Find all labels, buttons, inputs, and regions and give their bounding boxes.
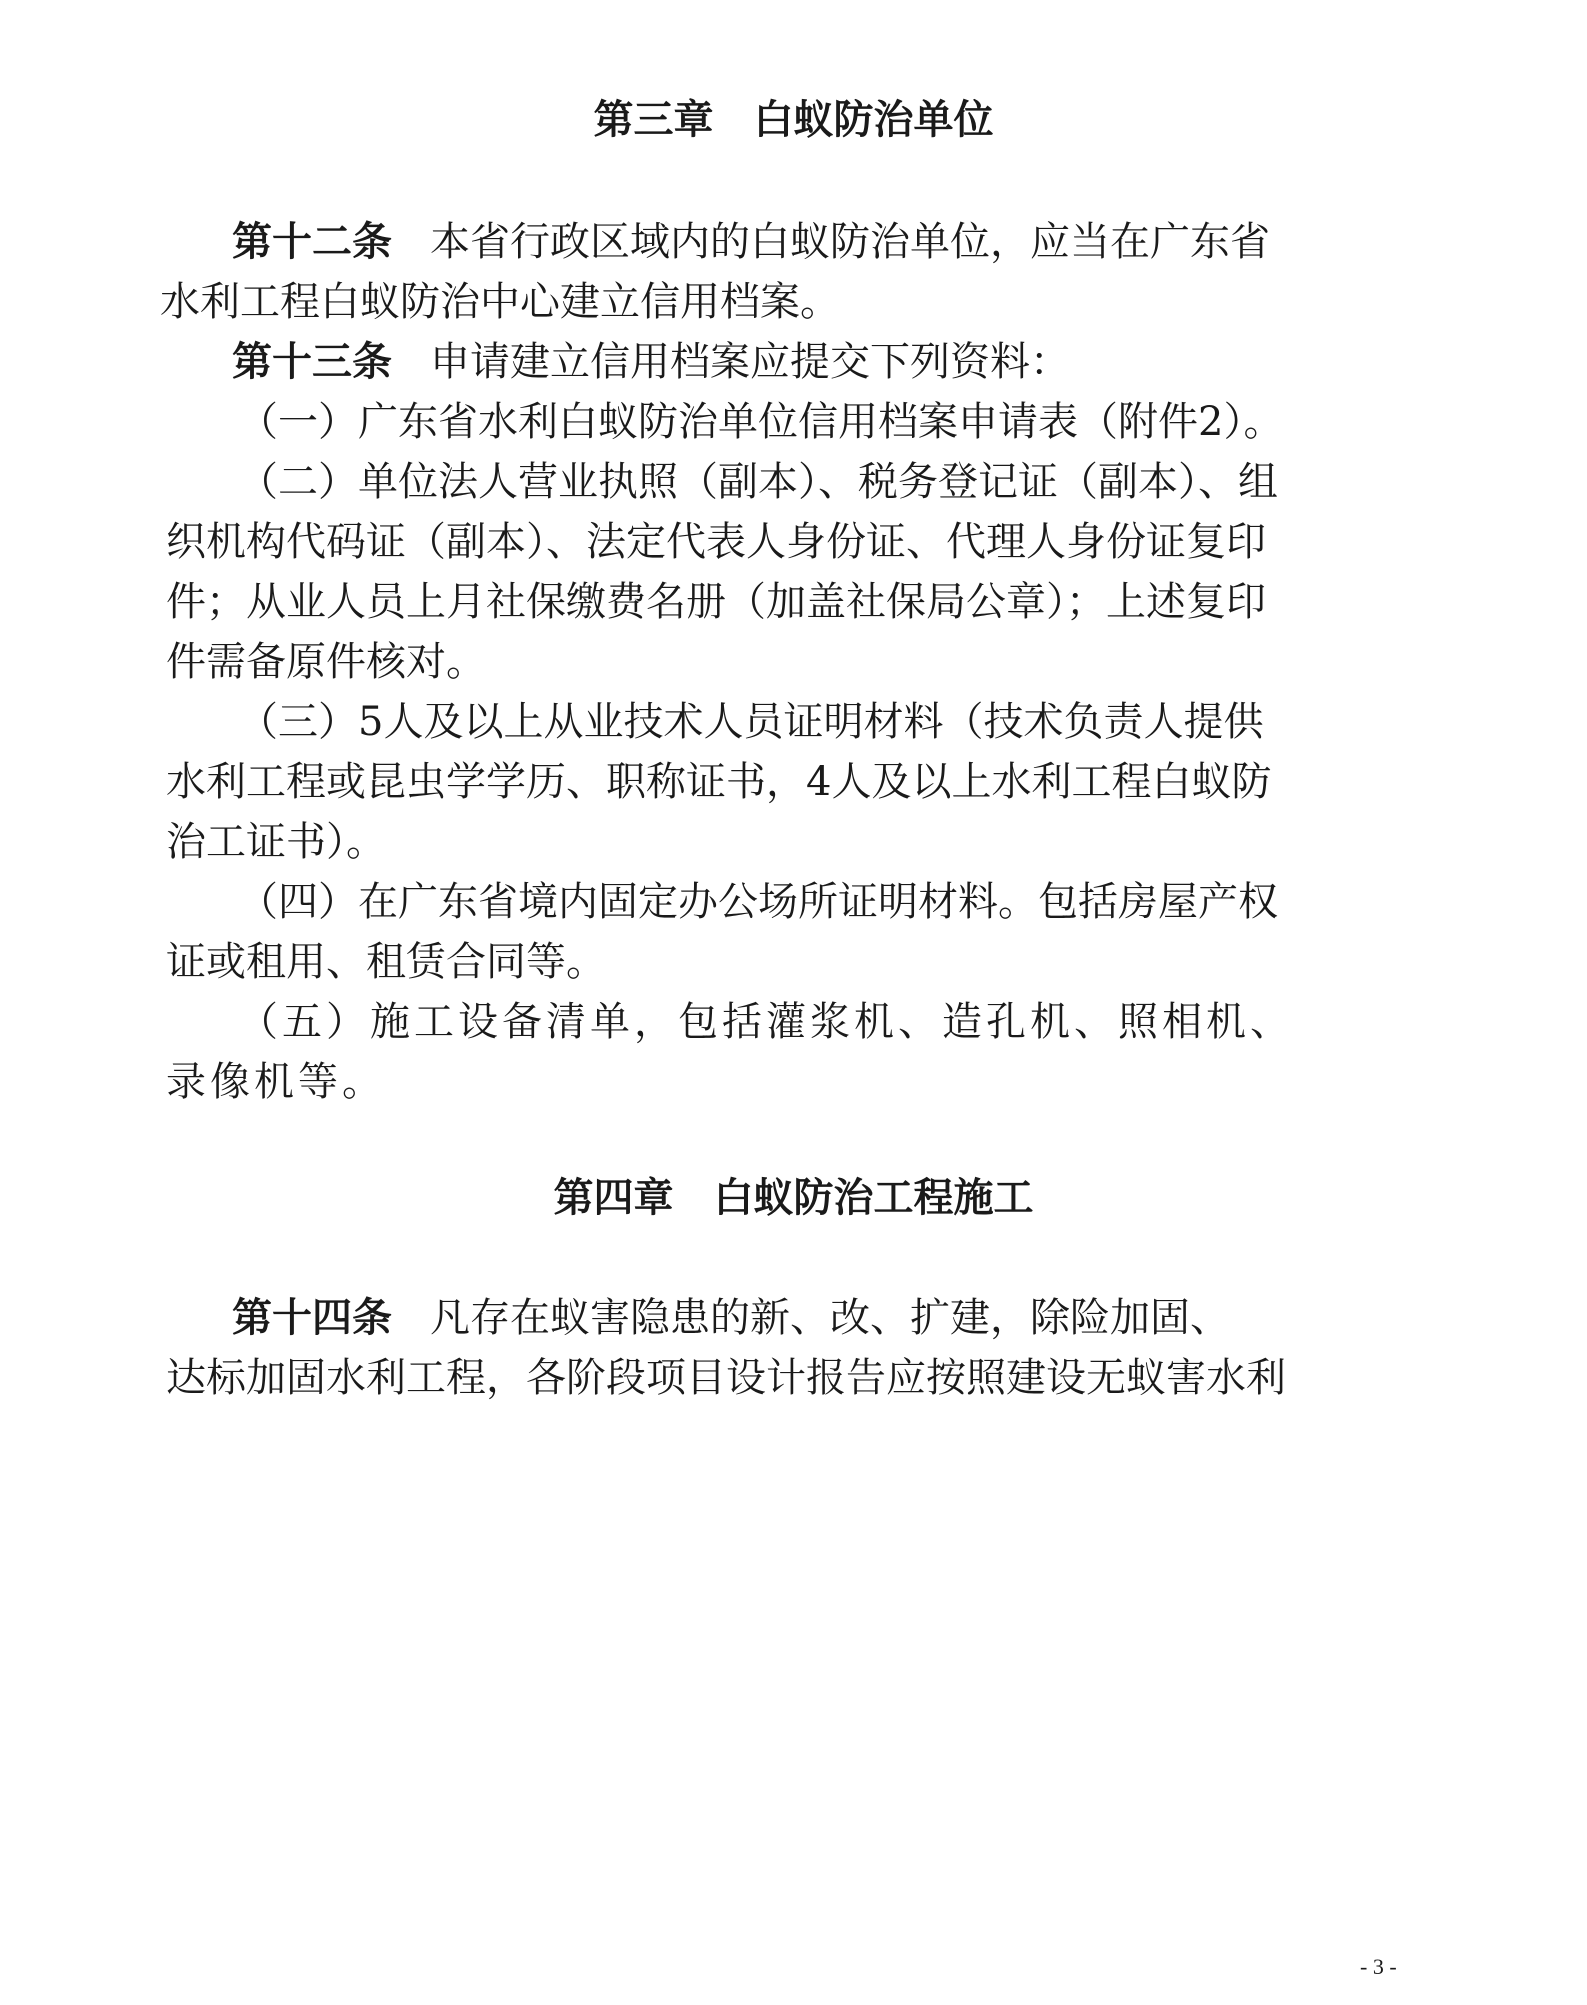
article-14-line-2: 达标加固水利工程，各阶段项目设计报告应按照建设无蚁害水利 [166,1355,1286,1401]
article-13-item-3-line-2: 水利工程或昆虫学学历、职称证书，4人及以上水利工程白蚁防 [166,759,1272,805]
article-13-item-2-line-2: 织机构代码证（副本）、法定代表人身份证、代理人身份证复印 [166,519,1266,565]
chapter-4-heading: 第四章 白蚁防治工程施工 [553,1175,1034,1221]
page-number: - 3 - [1360,1954,1397,1979]
article-13-item-2-line-1: （二）单位法人营业执照（副本）、税务登记证（副本）、组 [238,459,1278,505]
article-14-text-1: 凡存在蚁害隐患的新、改、扩建，除险加固、 [430,1295,1230,1341]
article-13-label: 第十三条 [232,339,392,385]
chapter-3-heading: 第三章 白蚁防治单位 [593,97,994,143]
article-13-item-3-line-1: （三）5人及以上从业技术人员证明材料（技术负责人提供 [238,699,1264,745]
article-13-item-1: （一）广东省水利白蚁防治单位信用档案申请表（附件2）。 [238,399,1284,445]
article-12-line-2: 水利工程白蚁防治中心建立信用档案。 [160,279,840,325]
article-13-item-4-line-1: （四）在广东省境内固定办公场所证明材料。包括房屋产权 [238,879,1278,925]
article-12-label: 第十二条 [232,219,392,265]
article-13-intro: 申请建立信用档案应提交下列资料： [430,339,1070,385]
article-13-item-5-line-2: 录像机等。 [166,1059,386,1105]
article-13-item-2-line-4: 件需备原件核对。 [166,639,486,685]
article-14-label: 第十四条 [232,1295,392,1341]
article-13-item-4-line-2: 证或租用、租赁合同等。 [166,939,606,985]
article-12-text-1: 本省行政区域内的白蚁防治单位，应当在广东省 [430,219,1270,265]
article-13-item-2-line-3: 件；从业人员上月社保缴费名册（加盖社保局公章）；上述复印 [166,579,1266,625]
article-13-item-5-line-1: （五）施工设备清单，包括灌浆机、造孔机、照相机、 [238,999,1294,1045]
article-13-item-3-line-3: 治工证书）。 [166,819,386,865]
